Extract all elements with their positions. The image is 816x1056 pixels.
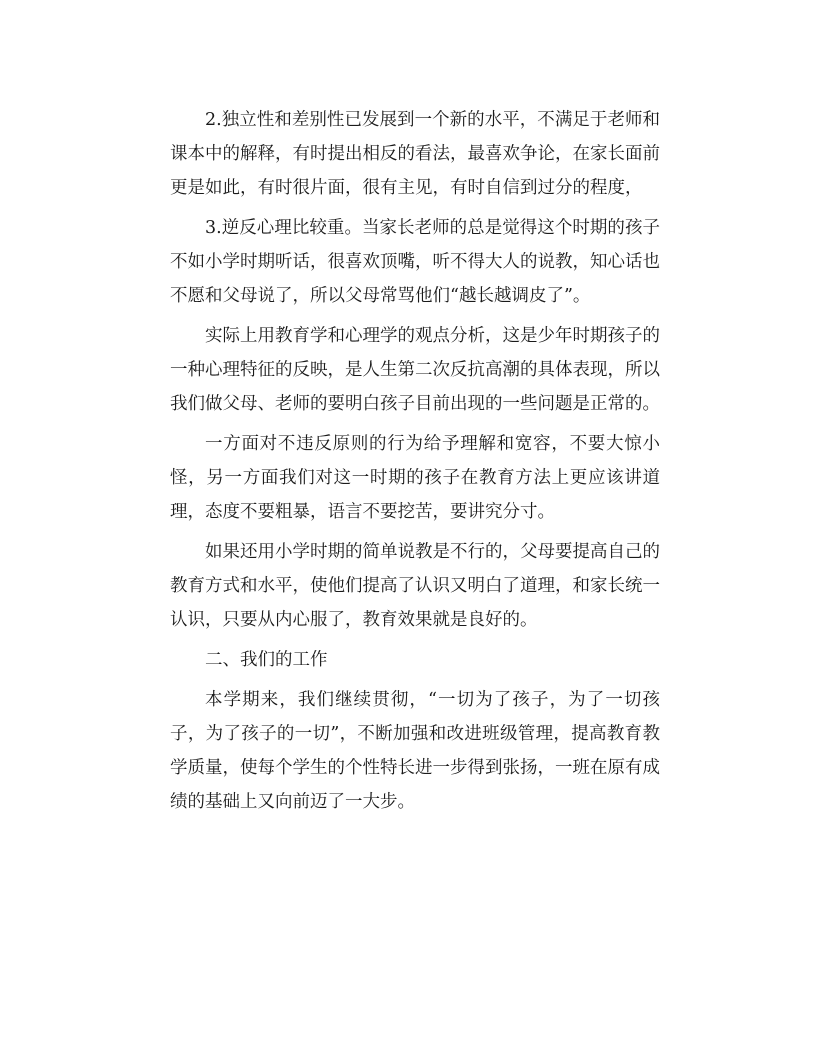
paragraph-methods: 如果还用小学时期的简单说教是不行的，父母要提高自己的教育方式和水平，使他们提高了认识又明白了道理，和家长统一认识，只要从内心服了，教育效果就是良好的。	[170, 542, 660, 630]
paragraph-independence: 2.独立性和差别性已发展到一个新的水平，不满足于老师和课本中的解释，有时提出相反的看法，最喜欢争论，在家长面前更是如此，有时很片面，很有主见，有时自信到过分的程度，	[170, 110, 660, 198]
paragraph-semester: 本学期来，我们继续贯彻，“一切为了孩子，为了一切孩子，为了孩子的一切”，不断加强和改进班级管理，提高教育教学质量，使每个学生的个性特长进一步得到张扬，一班在原有成绩的基础上又向前迈了一大步。	[170, 690, 660, 812]
section-heading-our-work: 二、我们的工作	[205, 650, 328, 670]
paragraph-understanding: 一方面对不违反原则的行为给予理解和宽容，不要大惊小怪，另一方面我们对这一时期的孩子在教育方法上更应该讲道理，态度不要粗暴，语言不要挖苦，要讲究分寸。	[170, 434, 660, 522]
document-body	[170, 103, 660, 825]
paragraph-rebellious: 3.逆反心理比较重。当家长老师的总是觉得这个时期的孩子不如小学时期听话，很喜欢顶嘴，听不得大人的说教，知心话也不愿和父母说了，所以父母常骂他们“越长越调皮了”。	[170, 218, 660, 306]
paragraph-analysis: 实际上用教育学和心理学的观点分析，这是少年时期孩子的一种心理特征的反映，是人生第二次反抗高潮的具体表现，所以我们做父母、老师的要明白孩子目前出现的一些问题是正常的。	[170, 326, 660, 414]
